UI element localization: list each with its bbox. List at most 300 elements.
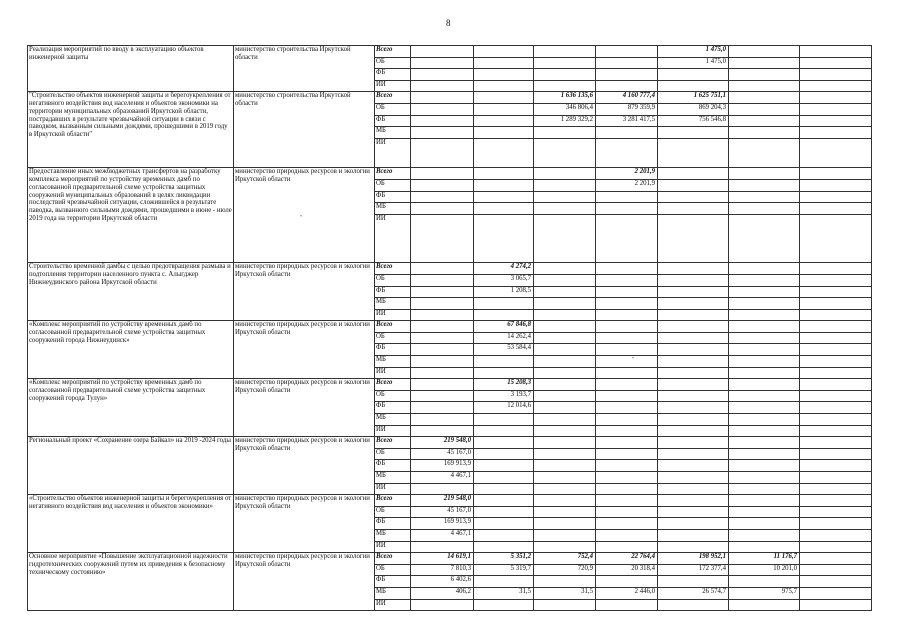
amount-cell: 4 274,2 [474, 263, 534, 275]
amount-cell [474, 298, 534, 310]
funding-source: ИИ [375, 483, 411, 495]
amount-cell [596, 495, 658, 507]
amount-cell [729, 191, 800, 203]
amount-cell [411, 321, 474, 333]
amount-cell [729, 599, 800, 611]
funding-source: Всего [375, 553, 411, 565]
amount-cell [411, 367, 474, 379]
amount-cell [800, 69, 872, 81]
funding-source: МБ [375, 356, 411, 368]
amount-cell [729, 460, 800, 472]
amount-cell [596, 138, 658, 168]
funding-source: ФБ [375, 286, 411, 298]
amount-cell: 31,5 [534, 587, 596, 599]
amount-cell [534, 472, 596, 484]
amount-cell [658, 214, 729, 263]
scan-mark: • [300, 214, 303, 220]
amount-cell: 5 319,7 [474, 564, 534, 576]
amount-cell [658, 390, 729, 402]
funding-source: Всего [375, 46, 411, 58]
amount-cell: 752,4 [534, 553, 596, 565]
amount-cell: 3 065,7 [474, 274, 534, 286]
amount-cell [729, 298, 800, 310]
amount-cell [658, 332, 729, 344]
funding-source: МБ [375, 529, 411, 541]
amount-cell [534, 414, 596, 426]
amount-cell [800, 115, 872, 127]
amount-cell [596, 518, 658, 530]
amount-cell [534, 425, 596, 437]
amount-cell [800, 529, 872, 541]
amount-cell [596, 576, 658, 588]
amount-cell [658, 367, 729, 379]
amount-cell [658, 576, 729, 588]
amount-cell [800, 332, 872, 344]
amount-cell [474, 599, 534, 611]
amount-cell [596, 506, 658, 518]
activity-name: "Строительство объектов инженерной защиты и берегоукрепления от негативного воздействия вод населения и объектов экономики на территории муниципальных образований Иркутской области, пострадавших в результате чрезвычайной ситуации в связи с паводком, вызванным сильными дождями, прошедшими в 2019 году в Иркутской области" [28, 92, 234, 168]
amount-cell [729, 541, 800, 553]
amount-cell [474, 80, 534, 92]
funding-source: ИИ [375, 599, 411, 611]
amount-cell [534, 448, 596, 460]
amount-cell [596, 390, 658, 402]
amount-cell [411, 541, 474, 553]
amount-cell: 406,2 [411, 587, 474, 599]
amount-cell [800, 263, 872, 275]
amount-cell [411, 138, 474, 168]
amount-cell [534, 298, 596, 310]
amount-cell [729, 168, 800, 180]
amount-cell [800, 506, 872, 518]
amount-cell [596, 80, 658, 92]
amount-cell [596, 448, 658, 460]
amount-cell [800, 179, 872, 191]
amount-cell [534, 437, 596, 449]
amount-cell [658, 263, 729, 275]
amount-cell: 4 467,1 [411, 529, 474, 541]
amount-cell [534, 402, 596, 414]
amount-cell [729, 274, 800, 286]
amount-cell: 346 806,4 [534, 103, 596, 115]
amount-cell [729, 57, 800, 69]
amount-cell [729, 529, 800, 541]
amount-cell [596, 599, 658, 611]
amount-cell [729, 425, 800, 437]
funding-source: ФБ [375, 518, 411, 530]
amount-cell [534, 344, 596, 356]
amount-cell [596, 460, 658, 472]
amount-cell: 198 952,1 [658, 553, 729, 565]
amount-cell [658, 69, 729, 81]
amount-cell: 14 262,4 [474, 332, 534, 344]
amount-cell [474, 448, 534, 460]
amount-cell [658, 203, 729, 215]
funding-source: ФБ [375, 402, 411, 414]
amount-cell [729, 414, 800, 426]
amount-cell [800, 495, 872, 507]
amount-cell [534, 460, 596, 472]
amount-cell [474, 191, 534, 203]
amount-cell [596, 286, 658, 298]
amount-cell: 879 359,9 [596, 103, 658, 115]
amount-cell [411, 179, 474, 191]
amount-cell [729, 286, 800, 298]
amount-cell: 7 810,3 [411, 564, 474, 576]
activity-name: Строительство временной дамбы с целью предотвращения размыва и подтопления территории населенного пункта с. Алыгджер Нижнеудинского района Иркутской области [28, 263, 234, 321]
amount-cell [534, 356, 596, 368]
amount-cell [800, 214, 872, 263]
amount-cell [534, 286, 596, 298]
amount-cell [596, 203, 658, 215]
amount-cell [800, 448, 872, 460]
amount-cell [658, 191, 729, 203]
amount-cell: 3 281 417,5 [596, 115, 658, 127]
amount-cell [596, 344, 658, 356]
activity-name: Предоставление иных межбюджетных трансфертов на разработку комплекса мероприятий по устройству временных дамб по согласованной предварительной схеме устройства защитных сооружений муниципальных образований в целях ликвидации последствий чрезвычайной ситуации, сложившейся в результате паводка, вызванного сильными дождями, прошедшими в июне - июле 2019 года на территории Иркутской области [28, 168, 234, 263]
table-row [28, 379, 872, 391]
amount-cell [800, 553, 872, 565]
executor-name: министерство строительства Иркутской области [234, 46, 375, 92]
amount-cell [658, 379, 729, 391]
executor-name: министерство природных ресурсов и экологии Иркутской области [234, 263, 375, 321]
amount-cell [800, 425, 872, 437]
amount-cell [729, 321, 800, 333]
amount-cell [474, 138, 534, 168]
amount-cell: 172 377,4 [658, 564, 729, 576]
amount-cell [411, 344, 474, 356]
funding-source: ФБ [375, 191, 411, 203]
amount-cell [411, 425, 474, 437]
amount-cell [729, 483, 800, 495]
amount-cell [534, 203, 596, 215]
funding-source: ФБ [375, 115, 411, 127]
amount-cell: 1 625 751,1 [658, 92, 729, 104]
amount-cell [534, 518, 596, 530]
amount-cell: 45 167,0 [411, 506, 474, 518]
amount-cell [411, 115, 474, 127]
amount-cell [534, 46, 596, 58]
amount-cell [411, 414, 474, 426]
amount-cell [800, 344, 872, 356]
amount-cell [729, 448, 800, 460]
amount-cell: 1 289 329,2 [534, 115, 596, 127]
amount-cell [411, 298, 474, 310]
amount-cell [800, 402, 872, 414]
amount-cell [596, 321, 658, 333]
funding-source: ОБ [375, 332, 411, 344]
table-row [28, 321, 872, 333]
amount-cell [596, 298, 658, 310]
amount-cell: 2 201,9 [596, 168, 658, 180]
amount-cell [534, 179, 596, 191]
amount-cell [658, 460, 729, 472]
amount-cell [658, 274, 729, 286]
amount-cell [534, 367, 596, 379]
amount-cell [596, 332, 658, 344]
amount-cell [800, 564, 872, 576]
amount-cell [729, 518, 800, 530]
amount-cell [658, 506, 729, 518]
amount-cell [729, 576, 800, 588]
amount-cell [474, 367, 534, 379]
amount-cell [800, 518, 872, 530]
amount-cell [534, 506, 596, 518]
amount-cell: 45 167,0 [411, 448, 474, 460]
amount-cell [800, 298, 872, 310]
amount-cell [411, 286, 474, 298]
funding-source: ОБ [375, 448, 411, 460]
amount-cell [729, 179, 800, 191]
funding-source: Всего [375, 495, 411, 507]
amount-cell: 2 446,0 [596, 587, 658, 599]
table-row [28, 168, 872, 180]
amount-cell [596, 483, 658, 495]
amount-cell [658, 127, 729, 139]
amount-cell [658, 344, 729, 356]
amount-cell [474, 529, 534, 541]
amount-cell: 31,5 [474, 587, 534, 599]
amount-cell [800, 46, 872, 58]
amount-cell [729, 80, 800, 92]
amount-cell [474, 483, 534, 495]
amount-cell [800, 127, 872, 139]
amount-cell [596, 356, 658, 368]
amount-cell [596, 309, 658, 321]
amount-cell [800, 92, 872, 104]
amount-cell [596, 472, 658, 484]
amount-cell [800, 587, 872, 599]
amount-cell: 169 913,9 [411, 460, 474, 472]
amount-cell [800, 437, 872, 449]
amount-cell [596, 127, 658, 139]
amount-cell [800, 286, 872, 298]
amount-cell: 1 636 135,6 [534, 92, 596, 104]
funding-source: ФБ [375, 69, 411, 81]
amount-cell [658, 321, 729, 333]
amount-cell [596, 379, 658, 391]
amount-cell: 869 204,3 [658, 103, 729, 115]
amount-cell [800, 541, 872, 553]
amount-cell [411, 274, 474, 286]
funding-source: Всего [375, 437, 411, 449]
amount-cell [474, 46, 534, 58]
amount-cell [411, 57, 474, 69]
funding-source: Всего [375, 263, 411, 275]
amount-cell [658, 402, 729, 414]
amount-cell [596, 541, 658, 553]
funding-source: ИИ [375, 138, 411, 168]
amount-cell [474, 214, 534, 263]
funding-source: ИИ [375, 425, 411, 437]
amount-cell [411, 263, 474, 275]
amount-cell [800, 356, 872, 368]
amount-cell [658, 495, 729, 507]
amount-cell: 169 913,9 [411, 518, 474, 530]
amount-cell [474, 460, 534, 472]
amount-cell [800, 599, 872, 611]
activity-name: «Комплекс мероприятий по устройству временных дамб по согласованной предварительной схеме устройства защитных сооружений города Нижнеудинск» [28, 321, 234, 379]
amount-cell [729, 332, 800, 344]
amount-cell: 26 574,7 [658, 587, 729, 599]
amount-cell [474, 356, 534, 368]
amount-cell: 219 548,0 [411, 437, 474, 449]
amount-cell [411, 92, 474, 104]
amount-cell [474, 127, 534, 139]
amount-cell [596, 437, 658, 449]
amount-cell [411, 390, 474, 402]
executor-name: министерство природных ресурсов и экологии Иркутской области [234, 553, 375, 611]
amount-cell [596, 57, 658, 69]
amount-cell: 219 548,0 [411, 495, 474, 507]
funding-source: ИИ [375, 80, 411, 92]
funding-source: Всего [375, 379, 411, 391]
amount-cell [658, 179, 729, 191]
funding-source: МБ [375, 472, 411, 484]
amount-cell [800, 191, 872, 203]
activity-name: «Строительство объектов инженерной защиты и берегоукрепления от негативного воздействия вод населения и объектов экономики» [28, 495, 234, 553]
amount-cell [411, 127, 474, 139]
amount-cell [800, 274, 872, 286]
amount-cell [729, 506, 800, 518]
amount-cell [800, 80, 872, 92]
table-row [28, 553, 872, 565]
amount-cell: 1 475,0 [658, 57, 729, 69]
amount-cell: 5 351,2 [474, 553, 534, 565]
amount-cell: 720,9 [534, 564, 596, 576]
amount-cell [729, 437, 800, 449]
amount-cell [729, 138, 800, 168]
funding-source: ОБ [375, 103, 411, 115]
amount-cell [729, 103, 800, 115]
amount-cell [800, 367, 872, 379]
amount-cell [658, 483, 729, 495]
amount-cell [534, 379, 596, 391]
amount-cell [474, 168, 534, 180]
table-row [28, 437, 872, 449]
amount-cell [534, 69, 596, 81]
amount-cell [800, 460, 872, 472]
amount-cell [729, 263, 800, 275]
amount-cell [411, 69, 474, 81]
funding-source: Всего [375, 92, 411, 104]
amount-cell [658, 599, 729, 611]
funding-source: МБ [375, 587, 411, 599]
amount-cell [534, 483, 596, 495]
funding-source: МБ [375, 298, 411, 310]
amount-cell [658, 356, 729, 368]
amount-cell [474, 495, 534, 507]
funding-source: ОБ [375, 564, 411, 576]
amount-cell [411, 168, 474, 180]
amount-cell [658, 298, 729, 310]
amount-cell: 1 475,0 [658, 46, 729, 58]
amount-cell: 2 201,9 [596, 179, 658, 191]
amount-cell [534, 332, 596, 344]
amount-cell [411, 402, 474, 414]
amount-cell [658, 414, 729, 426]
amount-cell [596, 402, 658, 414]
amount-cell [534, 576, 596, 588]
amount-cell: 6 402,6 [411, 576, 474, 588]
amount-cell [596, 367, 658, 379]
executor-name: министерство природных ресурсов и экологии Иркутской области [234, 379, 375, 437]
funding-source: ОБ [375, 274, 411, 286]
amount-cell: 3 193,7 [474, 390, 534, 402]
amount-cell: 756 546,8 [658, 115, 729, 127]
funding-source: ИИ [375, 214, 411, 263]
executor-name: министерство строительства Иркутской области [234, 92, 375, 168]
amount-cell [534, 191, 596, 203]
executor-name: министерство природных ресурсов и экологии Иркутской области [234, 437, 375, 495]
amount-cell [800, 390, 872, 402]
amount-cell [729, 203, 800, 215]
amount-cell [729, 115, 800, 127]
amount-cell [474, 309, 534, 321]
amount-cell [800, 379, 872, 391]
amount-cell [800, 472, 872, 484]
amount-cell [411, 80, 474, 92]
amount-cell: 4 467,1 [411, 472, 474, 484]
amount-cell [474, 472, 534, 484]
amount-cell [534, 321, 596, 333]
amount-cell [729, 367, 800, 379]
amount-cell [474, 414, 534, 426]
amount-cell [534, 80, 596, 92]
amount-cell [658, 448, 729, 460]
amount-cell [729, 495, 800, 507]
executor-name: министерство природных ресурсов и экологии Иркутской области [234, 495, 375, 553]
amount-cell [411, 483, 474, 495]
table-row [28, 46, 872, 58]
amount-cell [534, 138, 596, 168]
amount-cell [411, 379, 474, 391]
activity-name: Основное мероприятие «Повышение эксплуатационной надежности гидротехнических сооружений путем их приведения к безопасному техническому состоянию» [28, 553, 234, 611]
amount-cell [534, 127, 596, 139]
amount-cell [534, 309, 596, 321]
amount-cell [729, 214, 800, 263]
amount-cell [729, 344, 800, 356]
funding-source: ФБ [375, 344, 411, 356]
amount-cell [596, 214, 658, 263]
amount-cell [534, 263, 596, 275]
funding-source: ИИ [375, 541, 411, 553]
amount-cell [729, 402, 800, 414]
amount-cell [729, 390, 800, 402]
amount-cell [800, 321, 872, 333]
amount-cell [658, 309, 729, 321]
funding-source: ОБ [375, 57, 411, 69]
amount-cell [474, 518, 534, 530]
funding-source: МБ [375, 127, 411, 139]
amount-cell [800, 103, 872, 115]
amount-cell: 12 014,6 [474, 402, 534, 414]
funding-source: ФБ [375, 460, 411, 472]
amount-cell: 67 846,8 [474, 321, 534, 333]
amount-cell [800, 414, 872, 426]
amount-cell [474, 425, 534, 437]
page-number: 8 [446, 18, 451, 28]
amount-cell [658, 425, 729, 437]
amount-cell [729, 46, 800, 58]
amount-cell [474, 506, 534, 518]
amount-cell [596, 529, 658, 541]
table-row [28, 495, 872, 507]
amount-cell [534, 529, 596, 541]
amount-cell [534, 168, 596, 180]
amount-cell [658, 529, 729, 541]
budget-table [27, 45, 872, 611]
